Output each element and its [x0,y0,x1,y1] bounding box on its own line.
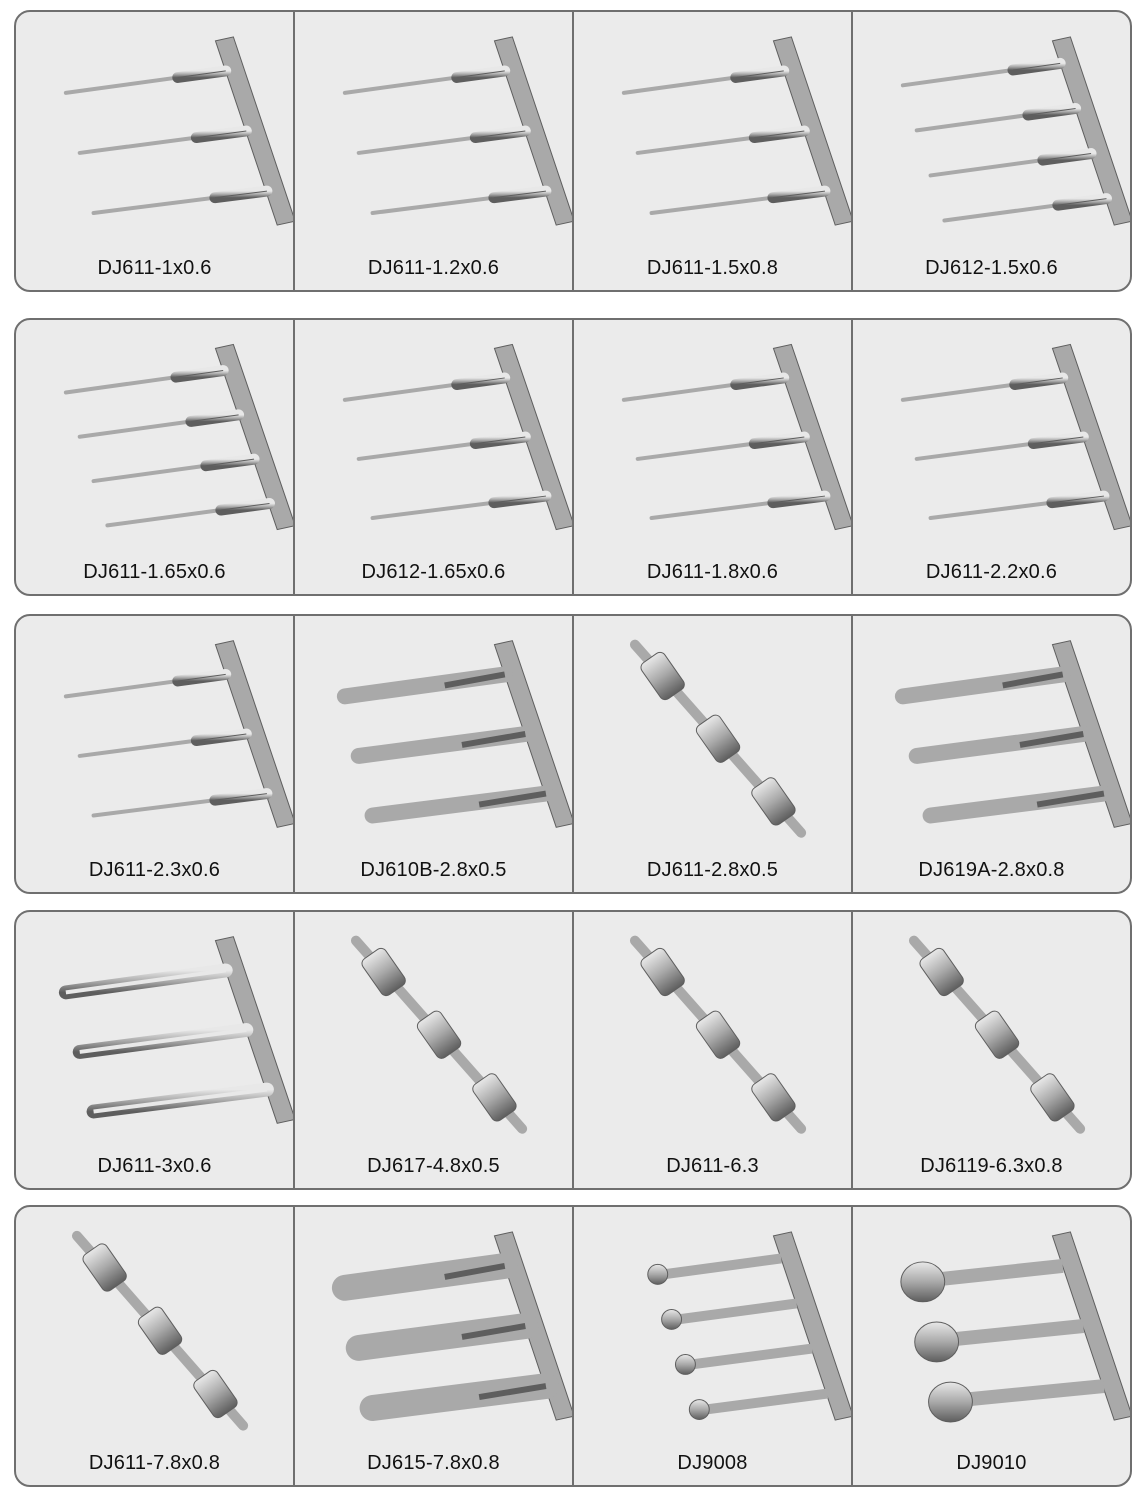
terminal-image [574,912,851,1148]
terminal-image [295,320,572,554]
product-cell [853,616,1130,892]
terminal-head [675,1355,695,1375]
terminal-neck [705,1394,827,1410]
terminal-image [574,12,851,250]
catalog-row [14,318,1132,596]
product-cell [295,320,574,594]
product-cell [574,912,853,1188]
terminal-image [16,1207,293,1445]
product-cell [853,912,1130,1188]
terminal-image [295,1207,572,1445]
terminal-highlight [94,1090,267,1112]
product-cell [853,320,1130,594]
terminal-image [16,320,293,554]
terminal-neck [678,1303,797,1319]
terminal-neck [664,1258,781,1274]
product-cell [16,616,295,892]
product-label: DJ611-1x0.6 [97,257,212,279]
product-label: DJ610B-2.8x0.5 [360,859,507,881]
terminal-highlight [66,970,226,992]
product-label: DJ612-1.5x0.6 [925,257,1058,279]
terminal-image [853,912,1130,1148]
product-cell [574,320,853,594]
terminal-image [574,320,851,554]
product-label: DJ611-1.8x0.6 [646,561,779,583]
product-cell [295,1207,574,1485]
catalog-row [14,910,1132,1190]
product-cell [16,320,295,594]
product-cell [574,1207,853,1485]
product-cell [16,1207,295,1485]
product-cell [295,912,574,1188]
terminal-image [295,912,572,1148]
terminal-image [16,912,293,1148]
catalog-row [14,614,1132,894]
terminal-image [853,320,1130,554]
product-label: DJ6119-6.3x0.8 [920,1155,1063,1177]
product-label: DJ611-1.5x0.8 [646,257,779,279]
catalog-row [14,10,1132,292]
terminal-head [929,1382,973,1422]
terminal-image [574,616,851,852]
terminal-highlight [80,1030,247,1052]
terminal-neck [691,1349,812,1365]
product-label: DJ611-3x0.6 [97,1155,212,1177]
product-label: DJ611-2.2x0.6 [925,561,1058,583]
product-label: DJ611-7.8x0.8 [88,1452,221,1474]
terminal-image [16,616,293,852]
product-cell [16,12,295,290]
product-label: DJ611-1.65x0.6 [83,561,226,583]
catalog-row [14,1205,1132,1487]
product-label: DJ9010 [956,1452,1027,1474]
product-label: DJ615-7.8x0.8 [367,1452,500,1474]
product-label: DJ617-4.8x0.5 [367,1155,500,1177]
terminal-image [853,1207,1130,1445]
terminal-image [574,1207,851,1445]
product-cell [295,12,574,290]
terminal-neck [933,1266,1063,1280]
terminal-image [295,616,572,852]
terminal-head [901,1262,945,1302]
terminal-head [689,1400,709,1420]
product-label: DJ611-6.3 [666,1155,759,1177]
terminal-image [16,12,293,250]
terminal-image [853,12,1130,250]
terminal-neck [947,1326,1084,1340]
product-cell [574,616,853,892]
product-label: DJ612-1.65x0.6 [361,561,506,583]
terminal-head [915,1322,959,1362]
product-cell [574,12,853,290]
product-label: DJ611-2.3x0.6 [88,859,221,881]
terminal-head [648,1264,668,1284]
product-label: DJ619A-2.8x0.8 [918,859,1065,881]
terminal-image [295,12,572,250]
product-cell [853,12,1130,290]
product-cell [16,912,295,1188]
product-label: DJ611-1.2x0.6 [367,257,500,279]
product-label: DJ611-2.8x0.5 [646,859,779,881]
product-cell [853,1207,1130,1485]
terminal-neck [960,1386,1103,1400]
terminal-image [853,616,1130,852]
terminal-head [662,1309,682,1329]
product-cell [295,616,574,892]
product-label: DJ9008 [677,1452,748,1474]
